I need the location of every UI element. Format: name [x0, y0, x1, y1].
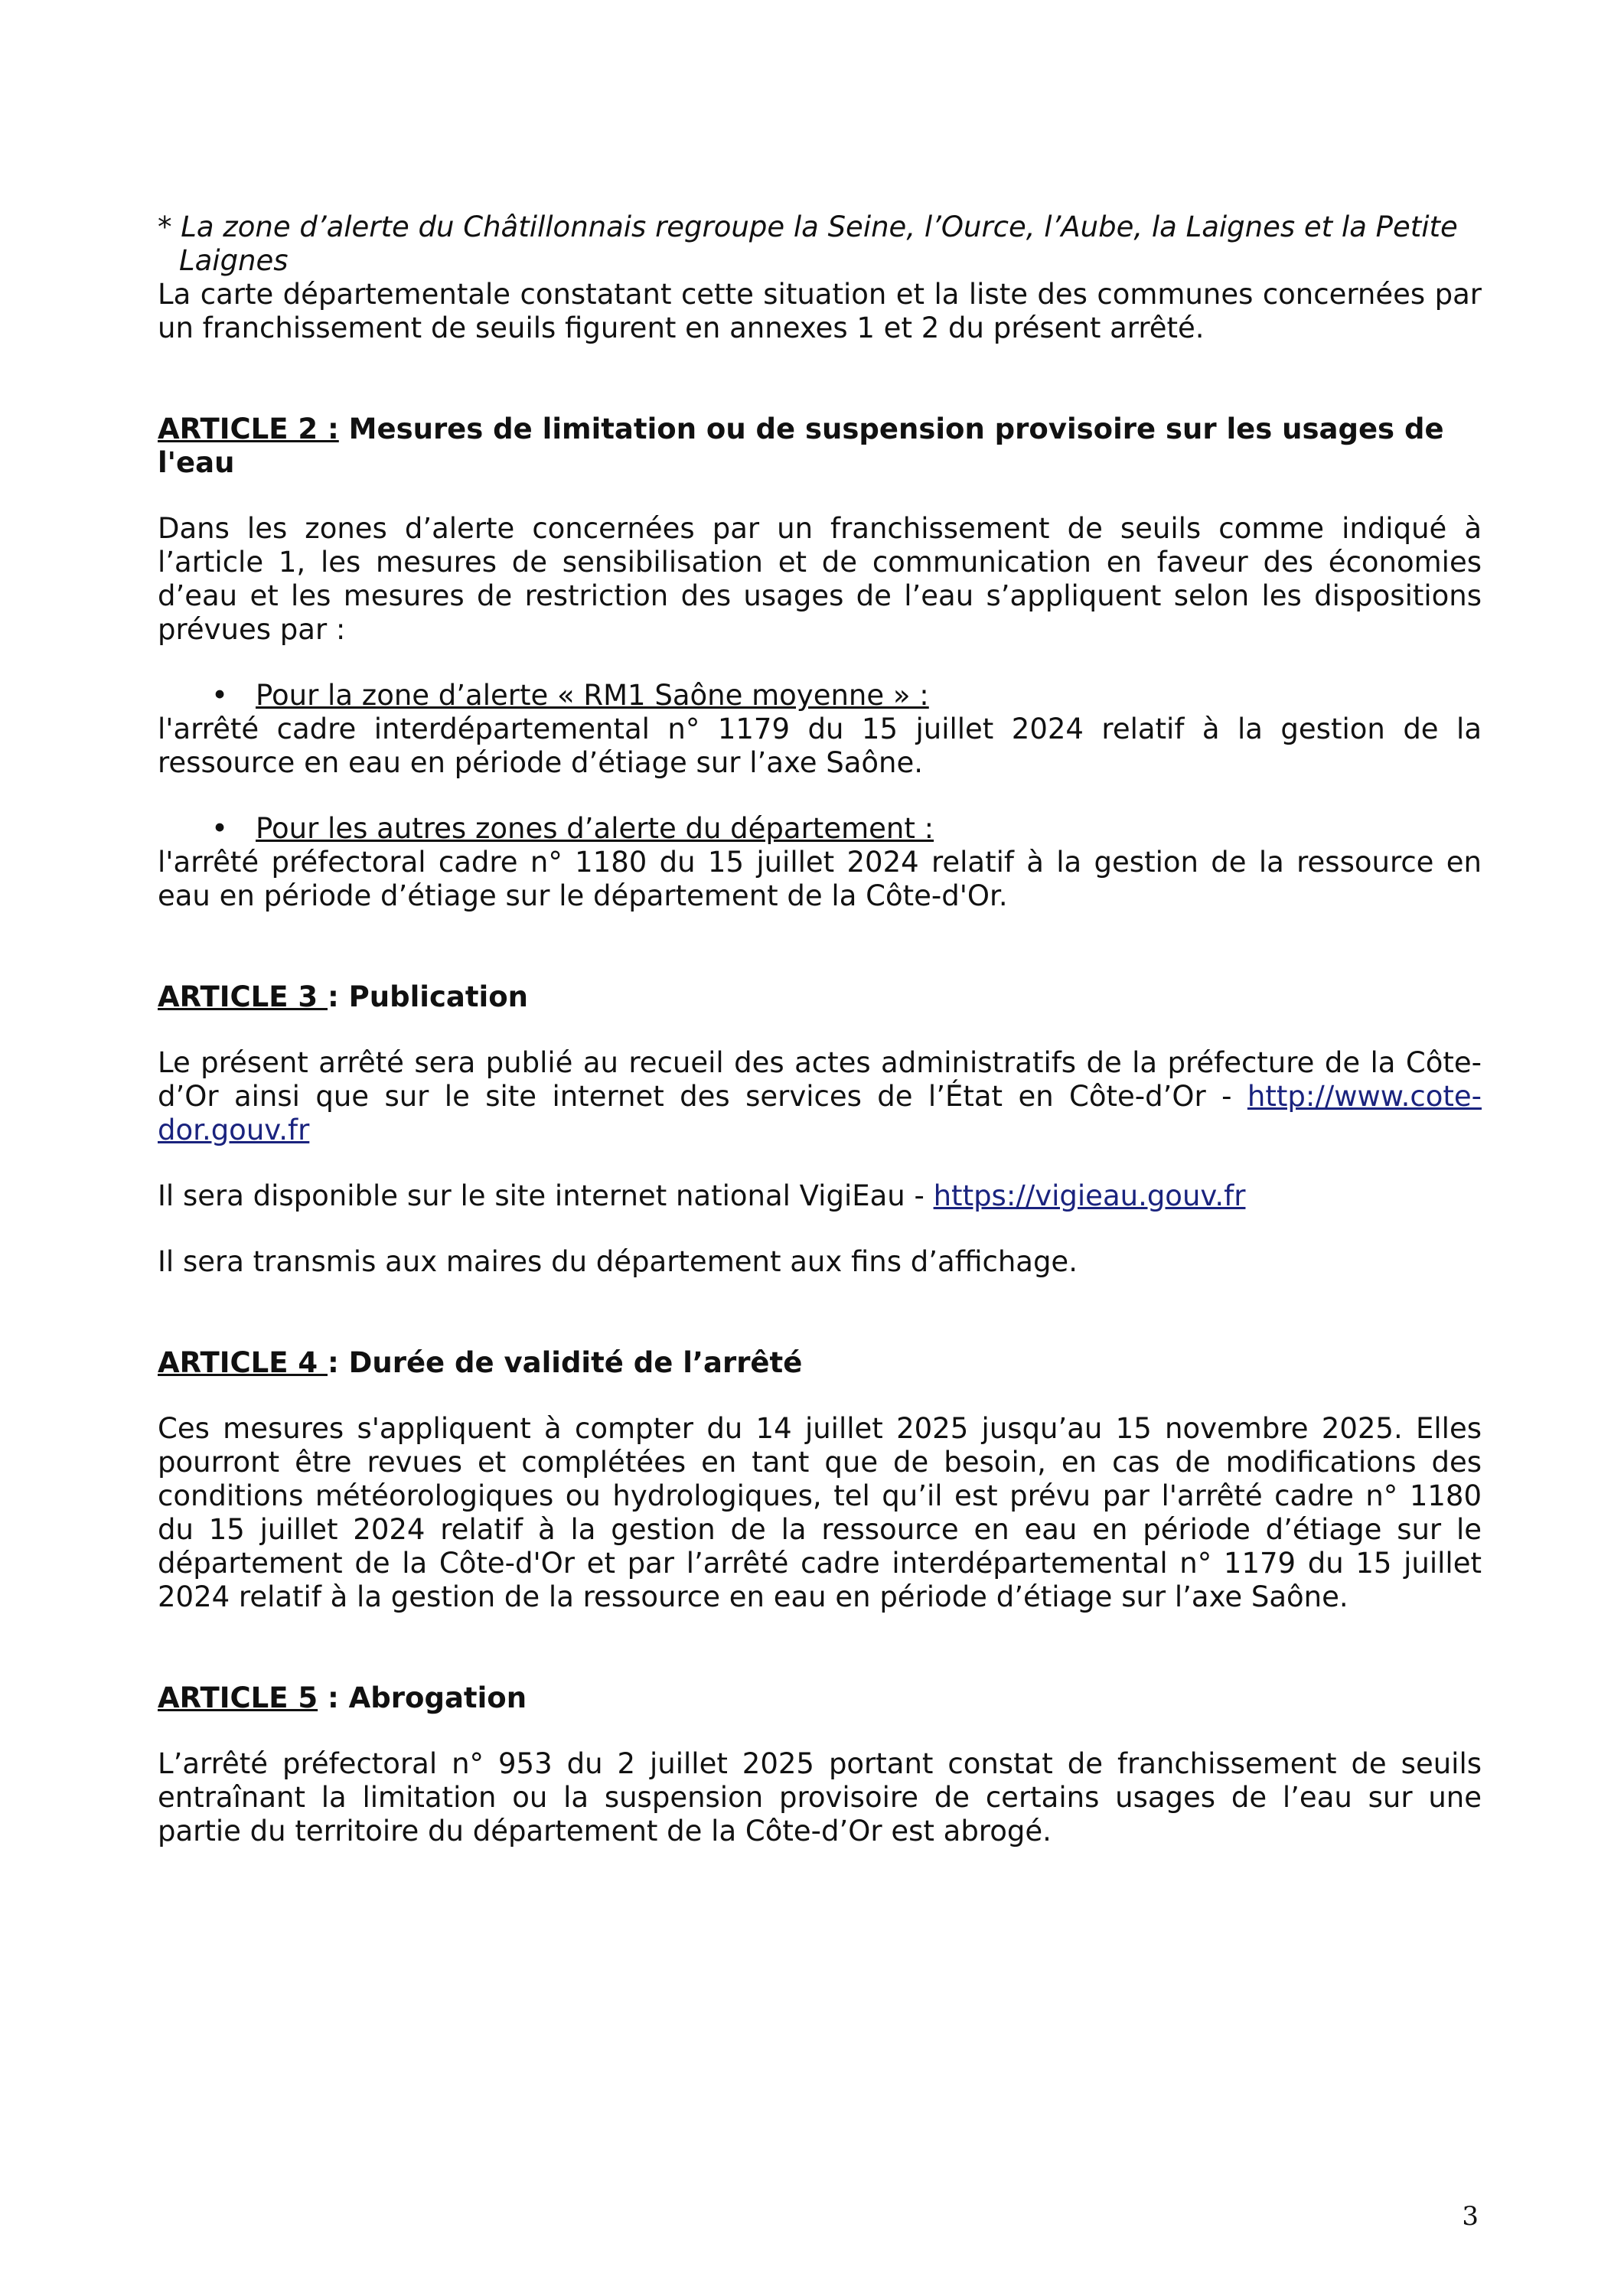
article-3-heading — [158, 980, 1482, 1014]
article-3-title: : Publication — [327, 980, 529, 1013]
article-3-paragraph-3: Il sera transmis aux maires du département aux fins d’affichage. — [158, 1245, 1078, 1278]
bullet-icon: • — [211, 812, 228, 845]
footnote-chatillonnais: * La zone d’alerte du Châtillonnais regroupe la Seine, l’Ource, l’Aube, la Laignes et la Petite Laignes — [158, 210, 1458, 277]
cote-dor-link[interactable]: http://www.cote-dor.gouv.fr — [158, 1080, 1482, 1146]
article-4-label: ARTICLE 4 — [158, 1346, 328, 1379]
article-5-paragraph: L’arrêté préfectoral n° 953 du 2 juillet 2025 portant constat de franchissement de seuils entraînant la limitation ou la suspension provisoire de certains usages de l’eau sur une partie du territoire du département de la Côte-d’Or est abrogé. — [158, 1747, 1482, 1848]
bullet-icon: • — [211, 679, 228, 712]
article-2-paragraph: Dans les zones d’alerte concernées par un franchissement de seuils comme indiqué à l’article 1, les mesures de sensibilisation et de communication en faveur des économies d’eau et les mesures de restriction des usages de l’eau s’appliquent selon les dispositions prévues par : — [158, 512, 1482, 646]
bullet-other-zones-text: l'arrêté préfectoral cadre n° 1180 du 15 juillet 2024 relatif à la gestion de la ressource en eau en période d’étiage sur le département de la Côte-d'Or. — [158, 846, 1482, 912]
article-5-title: : Abrogation — [318, 1681, 527, 1714]
article-4-paragraph: Ces mesures s'appliquent à compter du 14 juillet 2025 jusqu’au 15 novembre 2025. Elles pourront être revues et complétées en tant que de besoin, en cas de modifications des conditions météorologiques ou hydrologiques, tel qu’il est prévu par l'arrêté cadre n° 1180 du 15 juillet 2024 relatif à la gestion de la ressource en eau en période d’étiage sur le département de la Côte-d'Or et par l’arrêté cadre interdépartemental n° 1179 du 15 juillet 2024 relatif à la gestion de la ressource en eau en période d’étiage sur l’axe Saône. — [158, 1412, 1482, 1613]
article-3-label: ARTICLE 3 — [158, 980, 328, 1013]
page-number: 3 — [1462, 2201, 1479, 2232]
article-5-label: ARTICLE 5 — [158, 1681, 318, 1714]
bullet-other-zones — [158, 812, 1482, 846]
article-3-paragraph-2 — [158, 1179, 1482, 1213]
article-5-heading — [158, 1681, 1482, 1715]
article-4-title: : Durée de validité de l’arrêté — [327, 1346, 803, 1379]
article-3-publication-text: Le présent arrêté sera publié au recueil des actes administratifs de la préfecture de la Côte-d’Or ainsi que sur le site internet des services de l’État en Côte-d’Or - — [158, 1046, 1482, 1113]
article-2-heading — [158, 413, 1482, 480]
article-4-heading — [158, 1346, 1482, 1380]
article-2-title: Mesures de limitation ou de suspension provisoire sur les usages de l'eau — [158, 413, 1444, 479]
vigieau-text: Il sera disponible sur le site internet national VigiEau - — [158, 1179, 934, 1212]
intro-paragraph: La carte départementale constatant cette situation et la liste des communes concernées par un franchissement de seuils figurent en annexes 1 et 2 du présent arrêté. — [158, 278, 1482, 344]
article-3-paragraph-1 — [158, 1046, 1482, 1147]
document-body — [158, 210, 1482, 1848]
vigieau-link[interactable]: https://vigieau.gouv.fr — [933, 1179, 1246, 1212]
bullet-rm1 — [158, 679, 1482, 713]
bullet-rm1-text: l'arrêté cadre interdépartemental n° 1179 du 15 juillet 2024 relatif à la gestion de la ressource en eau en période d’étiage sur l’axe Saône. — [158, 713, 1482, 779]
bullet-rm1-label: Pour la zone d’alerte « RM1 Saône moyenne » : — [256, 679, 929, 712]
bullet-other-zones-label: Pour les autres zones d’alerte du département : — [256, 812, 934, 845]
article-2-label: ARTICLE 2 : — [158, 413, 339, 445]
